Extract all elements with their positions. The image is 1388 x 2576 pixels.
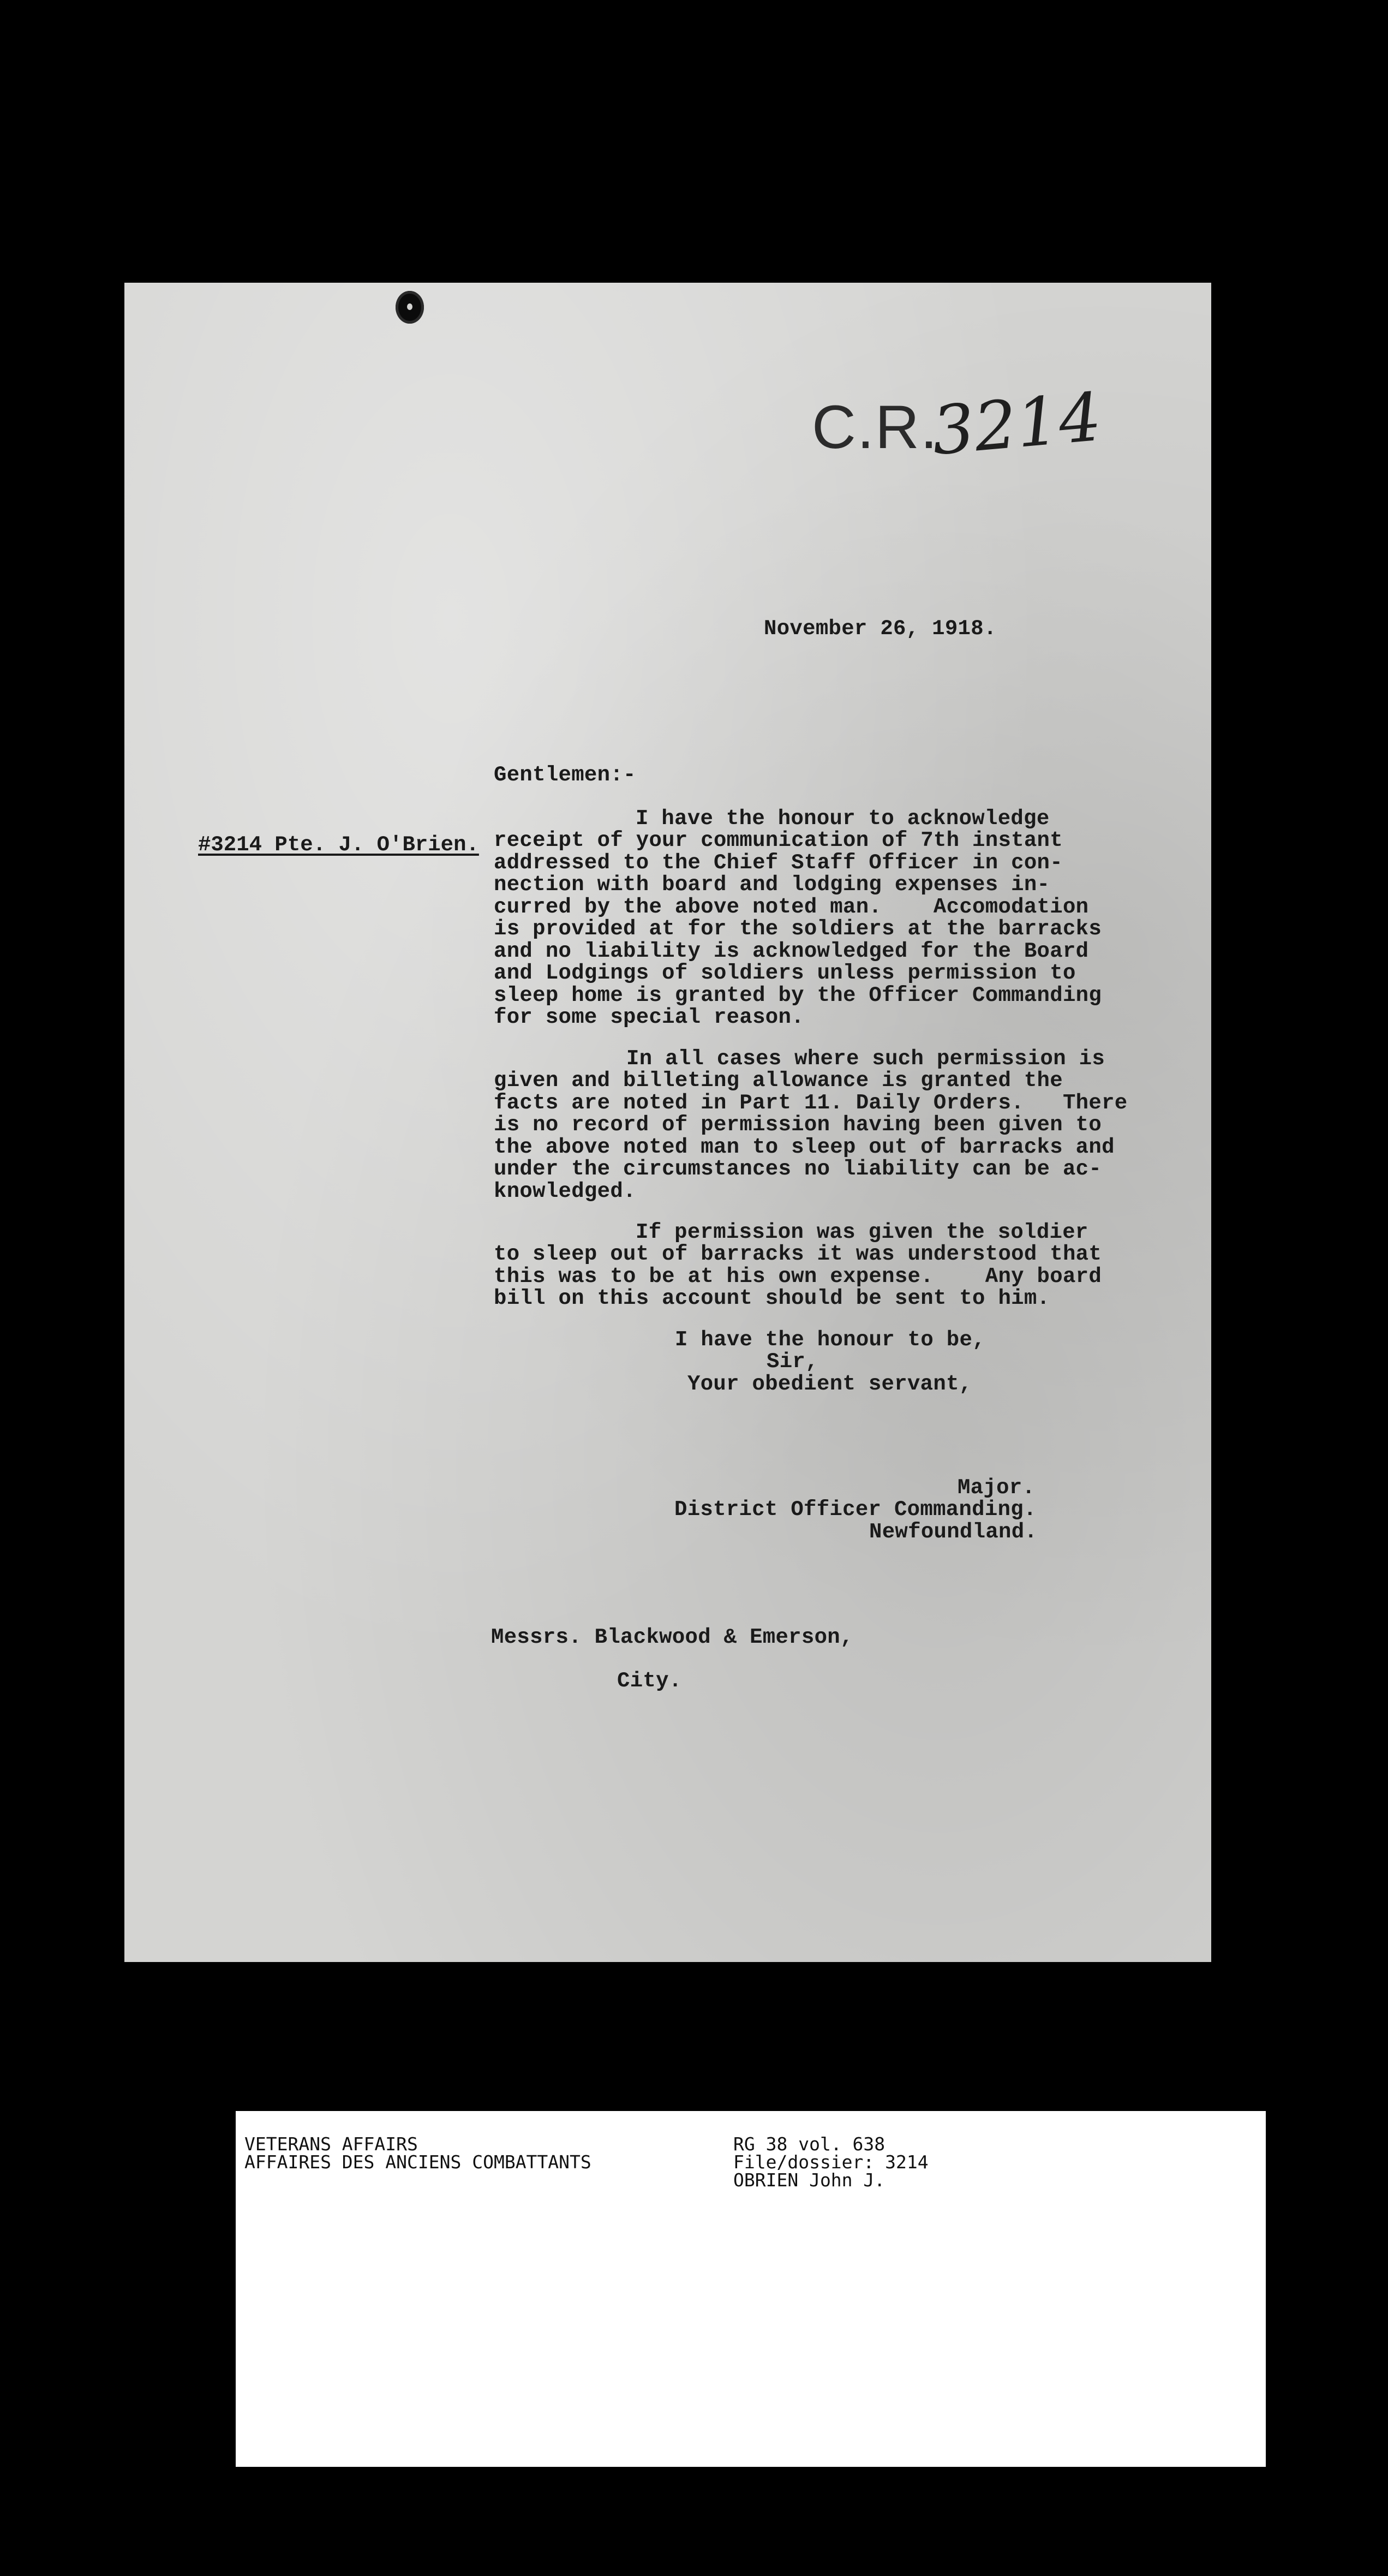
caption-department-fr: AFFAIRES DES ANCIENS COMBATTANTS [244, 2151, 591, 2173]
body-line: under the circumstances no liability can be ac- [494, 1157, 1102, 1181]
caption-subject-name: OBRIEN John J. [733, 2169, 886, 2191]
body-line: curred by the above noted man. Accomodation [494, 895, 1089, 919]
closing-line: Your obedient servant, [687, 1372, 972, 1396]
body-line: bill on this account should be sent to him. [494, 1286, 1050, 1310]
body-line: knowledged. [494, 1179, 636, 1203]
letter-page [124, 283, 1211, 1962]
body-line: for some special reason. [494, 1005, 804, 1029]
closing-line: I have the honour to be, [675, 1328, 985, 1352]
salutation: Gentlemen:- [494, 763, 636, 787]
signature-line: Newfoundland. [869, 1520, 1038, 1544]
cr-stamp: C.R. [812, 393, 938, 461]
punch-hole [396, 291, 424, 324]
body-line: is provided at for the soldiers at the barracks [494, 917, 1102, 941]
letter-date: November 26, 1918. [764, 617, 997, 641]
archive-caption-card [236, 2111, 1266, 2467]
body-line: is no record of permission having been given to [494, 1113, 1102, 1137]
body-line: nection with board and lodging expenses in- [494, 873, 1050, 897]
signature-line: District Officer Commanding. [674, 1498, 1037, 1522]
body-line: given and billeting allowance is granted the [494, 1069, 1063, 1093]
body-line: I have the honour to acknowledge [636, 807, 1050, 831]
caption-department: VETERANS AFFAIRS [244, 2133, 418, 2155]
body-line: to sleep out of barracks it was understood that [494, 1242, 1102, 1266]
caption-record-group: RG 38 vol. 638 [733, 2133, 886, 2155]
cr-handwritten-number: 3214 [929, 378, 1105, 470]
body-line: this was to be at his own expense. Any board [494, 1265, 1102, 1289]
addressee-line: City. [617, 1669, 682, 1693]
body-line: sleep home is granted by the Officer Commanding [494, 983, 1102, 1007]
addressee-line: Messrs. Blackwood & Emerson, [491, 1625, 853, 1649]
body-line: facts are noted in Part 11. Daily Orders. There [494, 1091, 1128, 1115]
body-line: and Lodgings of soldiers unless permission to [494, 961, 1076, 985]
body-line: In all cases where such permission is [626, 1047, 1105, 1071]
caption-file-number: File/dossier: 3214 [733, 2151, 929, 2173]
closing-line: Sir, [767, 1350, 818, 1374]
body-line: If permission was given the soldier [636, 1220, 1088, 1244]
body-line: and no liability is acknowledged for the Board [494, 939, 1089, 963]
body-line: addressed to the Chief Staff Officer in con- [494, 851, 1063, 875]
body-line: receipt of your communication of 7th instant [494, 828, 1063, 852]
body-line: the above noted man to sleep out of barracks and [494, 1135, 1115, 1159]
signature-line: Major. [958, 1476, 1036, 1500]
marginal-reference: #3214 Pte. J. O'Brien. [198, 833, 479, 857]
